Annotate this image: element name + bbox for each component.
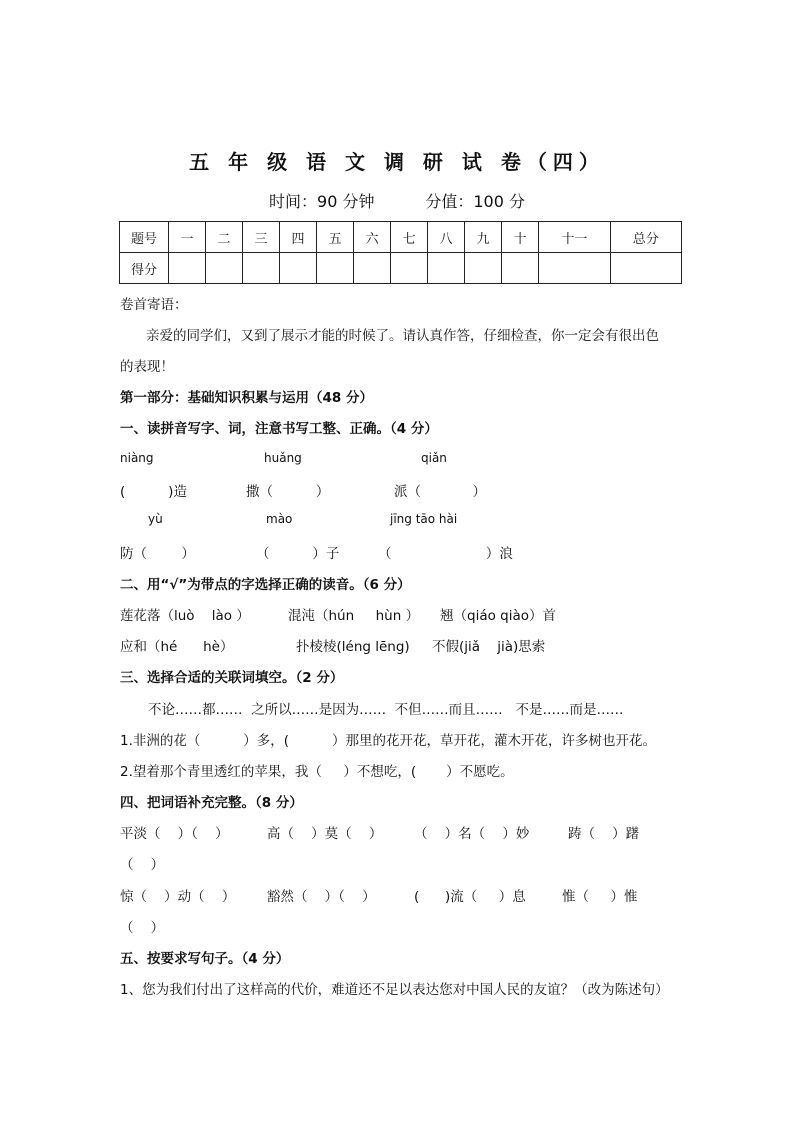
score-entry-cell[interactable] — [610, 253, 681, 284]
table-cell: 六 — [354, 222, 391, 253]
reading-choice[interactable]: 莲花落（luò lào ） — [120, 608, 250, 624]
table-cell: 题号 — [120, 222, 169, 253]
idiom-blank[interactable]: （ ） — [120, 920, 165, 936]
score-table — [119, 221, 682, 284]
pinyin: huǎng — [264, 451, 302, 465]
answer-blank[interactable]: 派（ ） — [394, 484, 486, 500]
table-cell: 三 — [243, 222, 280, 253]
table-cell: 十 — [502, 222, 539, 253]
score-entry-cell[interactable] — [428, 253, 465, 284]
question-heading: 五、按要求写句子。（4 分） — [120, 951, 290, 967]
table-row — [120, 222, 682, 253]
answer-blank[interactable]: 撒（ ） — [246, 484, 330, 500]
table-cell: 二 — [206, 222, 243, 253]
reading-choice[interactable]: 应和（hé hè） — [120, 639, 234, 655]
part-heading: 第一部分：基础知识积累与运用（48 分） — [120, 390, 373, 406]
reading-choice[interactable]: 混沌（hún hùn ） — [288, 608, 420, 624]
idiom-blank[interactable]: 平淡（ ）（ ） — [120, 826, 229, 842]
conjunction-options: 不论……都…… 之所以……是因为…… 不但……而且…… 不是……而是…… — [148, 702, 624, 718]
table-cell: 得分 — [120, 253, 169, 284]
table-cell: 七 — [391, 222, 428, 253]
page-title: 五 年 级 语 文 调 研 试 卷（四） — [189, 150, 605, 174]
time-and-score: 时间：90 分钟 分值：100 分 — [269, 192, 525, 211]
answer-blank[interactable]: （ ）子 — [256, 546, 340, 562]
score-entry-cell[interactable] — [243, 253, 280, 284]
score-entry-cell[interactable] — [169, 253, 206, 284]
score-entry-cell[interactable] — [354, 253, 391, 284]
score-entry-cell[interactable] — [280, 253, 317, 284]
reading-choice[interactable]: 翘（qiáo qiào）首 — [440, 608, 556, 624]
answer-blank[interactable]: （ ）浪 — [378, 546, 513, 562]
pinyin: yù — [148, 512, 163, 526]
idiom-blank[interactable]: （ ）名（ ）妙 — [414, 826, 530, 842]
question-heading: 二、用“√”为带点的字选择正确的读音。（6 分） — [120, 577, 411, 593]
question-heading: 三、选择合适的关联词填空。（2 分） — [120, 670, 344, 686]
reading-choice[interactable]: 不假(jiǎ jià)思索 — [432, 639, 546, 655]
table-cell: 十一 — [539, 222, 610, 253]
score-entry-cell[interactable] — [465, 253, 502, 284]
reading-choice[interactable]: 扑棱棱(léng lēng) — [296, 639, 410, 655]
idiom-blank[interactable]: 踌（ ）躇 — [568, 826, 640, 842]
table-cell: 一 — [169, 222, 206, 253]
preface-text: 亲爱的同学们，又到了展示才能的时候了。请认真作答，仔细检查，你一定会有很出色 — [146, 328, 659, 344]
idiom-blank[interactable]: 惊（ ）动（ ） — [120, 889, 236, 905]
idiom-blank[interactable]: 高（ ）莫（ ） — [267, 826, 383, 842]
idiom-blank[interactable]: （ ） — [120, 857, 165, 873]
sentence-task: 1、您为我们付出了这样高的代价，难道还不足以表达您对中国人民的友谊？（改为陈述句） — [120, 982, 669, 998]
score-entry-cell[interactable] — [539, 253, 610, 284]
pinyin: mào — [266, 512, 293, 526]
answer-blank[interactable]: ( )造 — [120, 484, 187, 500]
score-entry-cell[interactable] — [206, 253, 243, 284]
pinyin: jīng tāo hài — [390, 512, 458, 526]
preface-text: 的表现！ — [120, 359, 174, 375]
table-cell: 九 — [465, 222, 502, 253]
fill-sentence[interactable]: 2.望着那个青里透红的苹果，我（ ）不想吃，( ）不愿吃。 — [120, 764, 514, 780]
table-cell: 四 — [280, 222, 317, 253]
table-cell: 五 — [317, 222, 354, 253]
table-row — [120, 253, 682, 284]
idiom-blank[interactable]: ( )流（ ）息 — [414, 889, 526, 905]
answer-blank[interactable]: 防（ ） — [120, 546, 195, 562]
question-heading: 一、读拼音写字、词，注意书写工整、正确。（4 分） — [120, 421, 438, 437]
score-entry-cell[interactable] — [317, 253, 354, 284]
question-heading: 四、把词语补充完整。（8 分） — [120, 795, 303, 811]
idiom-blank[interactable]: 惟（ ）惟 — [562, 889, 638, 905]
table-cell: 总分 — [610, 222, 681, 253]
idiom-blank[interactable]: 豁然（ ）（ ） — [267, 889, 376, 905]
preface-heading: 卷首寄语： — [120, 297, 188, 313]
pinyin: qiǎn — [421, 451, 447, 465]
fill-sentence[interactable]: 1.非洲的花（ ）多，( ）那里的花开花，草开花，灌木开花，许多树也开花。 — [120, 733, 656, 749]
pinyin: niàng — [120, 451, 154, 465]
score-entry-cell[interactable] — [502, 253, 539, 284]
table-cell: 八 — [428, 222, 465, 253]
score-entry-cell[interactable] — [391, 253, 428, 284]
